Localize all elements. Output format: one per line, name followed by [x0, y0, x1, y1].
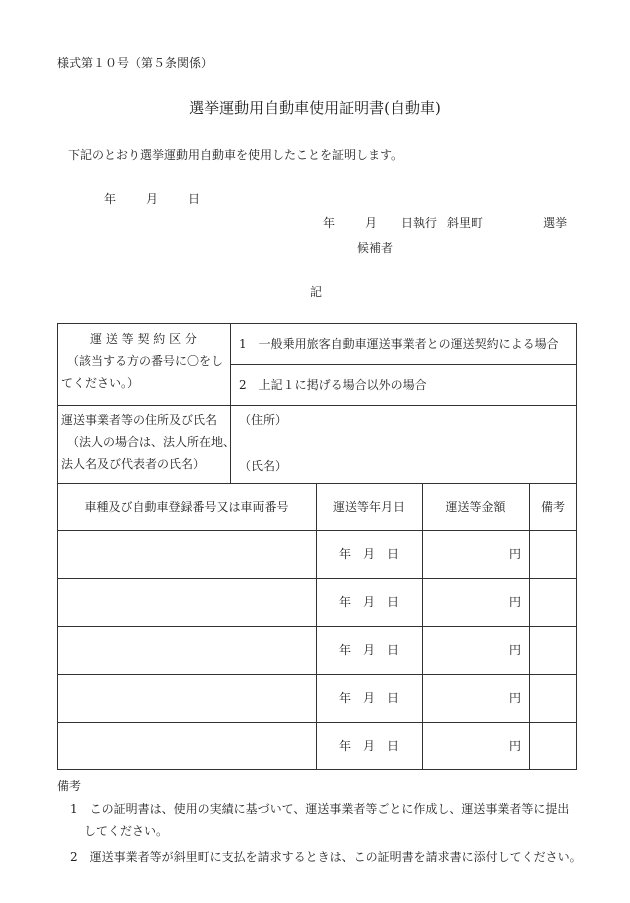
row-5-date: 年 月 日 [338, 739, 399, 753]
contract-option-2: 2 上記１に掲げる場合以外の場合 [239, 378, 427, 392]
header-date: 運送等年月日 [332, 500, 405, 514]
contract-option-1: 1 一般乗用旅客自動車運送事業者との運送契約による場合 [239, 337, 559, 351]
certificate-table [57, 323, 577, 770]
row-1-date: 年 月 日 [338, 547, 399, 561]
header-remarks: 備考 [540, 500, 565, 514]
row-2-amount: 円 [508, 595, 521, 609]
header-vehicle: 車種及び自動車登録番号又は車両番号 [84, 500, 289, 514]
issue-date [104, 190, 200, 207]
election-year: 年 [323, 216, 336, 230]
issue-date-day: 日 [188, 192, 201, 206]
contract-header-line3: てください。） [61, 376, 140, 390]
election-label: 選挙 [543, 216, 568, 230]
contract-header-line1: 運 送 等 契 約 区 分 [90, 332, 197, 346]
row-3-date: 年 月 日 [338, 643, 399, 657]
form-number: 様式第１０号（第５条関係） [57, 56, 214, 70]
row-3-amount: 円 [508, 643, 521, 657]
carrier-address: （住所） [239, 413, 288, 427]
ki-label: 記 [310, 285, 323, 299]
row-4-amount: 円 [508, 691, 521, 705]
carrier-label-line2: （法人の場合は、法人所在地、 [67, 435, 236, 449]
carrier-label-line1: 運送事業者等の住所及び氏名 [61, 413, 218, 427]
carrier-name: （氏名） [239, 459, 288, 473]
carrier-label-line3: 法人名及び代表者の氏名） [61, 457, 206, 471]
note-1-line2: してください。 [84, 824, 169, 838]
election-month: 月 [365, 216, 378, 230]
issue-date-year: 年 [104, 192, 117, 206]
intro-text: 下記のとおり選挙運動用自動車を使用したことを証明します。 [68, 148, 404, 162]
note-2: 2 運送事業者等が斜里町に支払を請求するときは、この証明書を請求書に添付してください。 [70, 850, 582, 864]
election-day-exec: 日執行 [401, 216, 438, 230]
note-1-line1: 1 この証明書は、使用の実績に基づいて、運送事業者等ごとに作成し、運送事業者等に提出 [70, 802, 570, 816]
election-line [323, 214, 567, 231]
candidate-label: 候補者 [357, 241, 394, 255]
issue-date-month: 月 [146, 192, 159, 206]
row-5-amount: 円 [508, 739, 521, 753]
row-2-date: 年 月 日 [338, 595, 399, 609]
header-amount: 運送等金額 [445, 500, 506, 514]
document-title: 選挙運動用自動車使用証明書(自動車) [189, 99, 441, 117]
election-town: 斜里町 [447, 216, 484, 230]
row-1-amount: 円 [508, 547, 521, 561]
notes-title: 備考 [57, 779, 82, 793]
row-4-date: 年 月 日 [338, 691, 399, 705]
contract-header-line2: （該当する方の番号に〇をし [67, 354, 224, 368]
